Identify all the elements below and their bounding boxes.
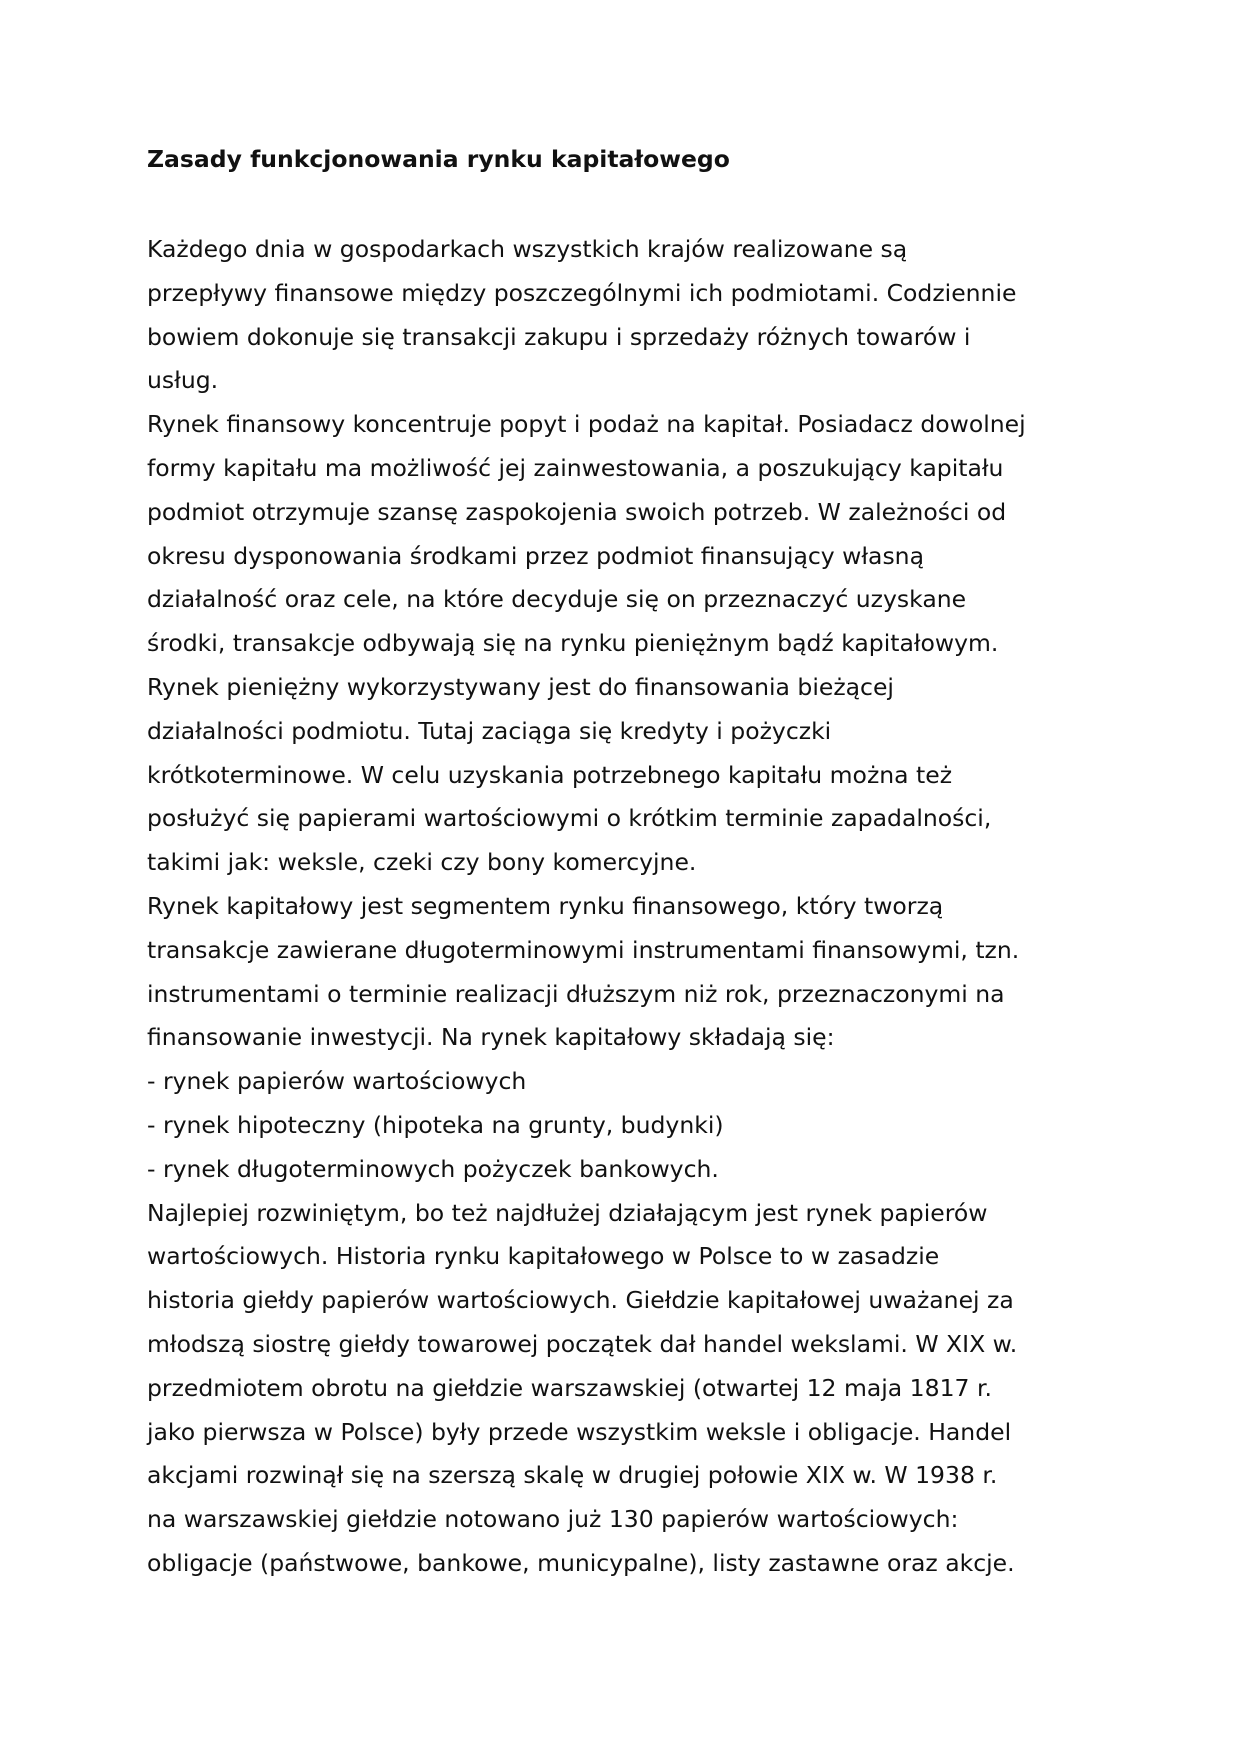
text-line: posłużyć się papierami wartościowymi o krótkim terminie zapadalności, — [147, 804, 992, 833]
text-line: takimi jak: weksle, czeki czy bony komercyjne. — [147, 848, 697, 877]
document-body — [147, 228, 1107, 1586]
text-line: obligacje (państwowe, bankowe, municypalne), listy zastawne oraz akcje. — [147, 1548, 1015, 1577]
text-line: formy kapitału ma możliwość jej zainwestowania, a poszukujący kapitału — [147, 453, 1004, 482]
text-line: podmiot otrzymuje szansę zaspokojenia swoich potrzeb. W zależności od — [147, 497, 1007, 526]
text-line: Rynek finansowy koncentruje popyt i podaż na kapitał. Posiadacz dowolnej — [147, 410, 1026, 439]
text-line: Rynek pieniężny wykorzystywany jest do finansowania bieżącej — [147, 672, 894, 701]
text-line: Rynek kapitałowy jest segmentem rynku finansowego, który tworzą — [147, 891, 944, 920]
text-line: Najlepiej rozwiniętym, bo też najdłużej działającym jest rynek papierów — [147, 1198, 988, 1227]
text-line: transakcje zawierane długoterminowymi instrumentami finansowymi, tzn. — [147, 935, 1020, 964]
text-line: młodszą siostrę giełdy towarowej początek dał handel wekslami. W XIX w. — [147, 1329, 1018, 1358]
text-line: bowiem dokonuje się transakcji zakupu i sprzedaży różnych towarów i — [147, 322, 971, 351]
list-item: - rynek papierów wartościowych — [147, 1067, 527, 1096]
document-title: Zasady funkcjonowania rynku kapitałowego — [147, 145, 730, 173]
text-line: usług. — [147, 366, 219, 395]
text-line: jako pierwsza w Polsce) były przede wszystkim weksle i obligacje. Handel — [147, 1417, 1012, 1446]
text-line: okresu dysponowania środkami przez podmiot finansujący własną — [147, 541, 924, 570]
list-item: - rynek długoterminowych pożyczek bankowych. — [147, 1154, 719, 1183]
text-line: na warszawskiej giełdzie notowano już 130 papierów wartościowych: — [147, 1505, 959, 1534]
text-line: wartościowych. Historia rynku kapitałowego w Polsce to w zasadzie — [147, 1242, 940, 1271]
text-line: historia giełdy papierów wartościowych. Giełdzie kapitałowej uważanej za — [147, 1286, 1014, 1315]
text-line: finansowanie inwestycji. Na rynek kapitałowy składają się: — [147, 1023, 835, 1052]
text-line: instrumentami o terminie realizacji dłuższym niż rok, przeznaczonymi na — [147, 979, 1005, 1008]
text-line: przedmiotem obrotu na giełdzie warszawskiej (otwartej 12 maja 1817 r. — [147, 1373, 992, 1402]
text-line: akcjami rozwinął się na szerszą skalę w drugiej połowie XIX w. W 1938 r. — [147, 1461, 998, 1490]
text-line: środki, transakcje odbywają się na rynku pieniężnym bądź kapitałowym. — [147, 629, 999, 658]
document-content — [147, 143, 1107, 1586]
list-item: - rynek hipoteczny (hipoteka na grunty, budynki) — [147, 1110, 724, 1139]
text-line: przepływy finansowe między poszczególnymi ich podmiotami. Codziennie — [147, 278, 1017, 307]
text-line: działalność oraz cele, na które decyduje się on przeznaczyć uzyskane — [147, 585, 967, 614]
text-line: Każdego dnia w gospodarkach wszystkich krajów realizowane są — [147, 235, 908, 263]
text-line: działalności podmiotu. Tutaj zaciąga się kredyty i pożyczki — [147, 716, 832, 745]
text-line: krótkoterminowe. W celu uzyskania potrzebnego kapitału można też — [147, 760, 953, 789]
